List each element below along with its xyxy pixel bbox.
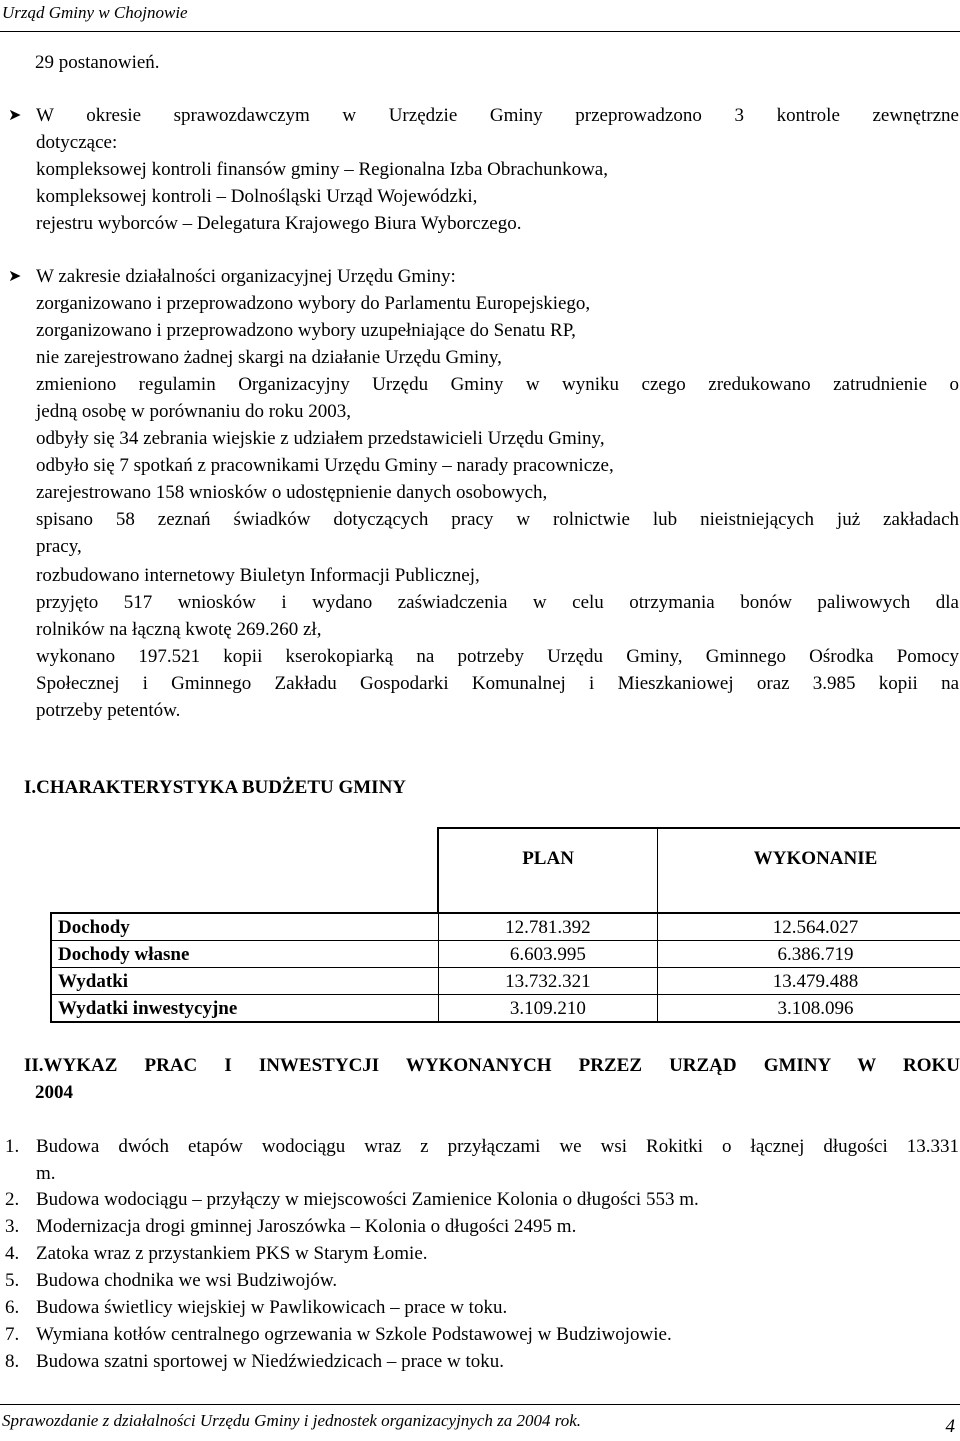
section-a-line: dotyczące: (36, 132, 118, 153)
list-number: 7. (5, 1324, 20, 1345)
section-b-item: zarejestrowano 158 wniosków o udostępnienie danych osobowych, (36, 482, 548, 503)
section-b-item: Społecznej i Gminnego Zakładu Gospodarki Komunalnej i Mieszkaniowej oraz 3.985 kopii na (36, 673, 959, 694)
list-number: 8. (5, 1351, 20, 1372)
section-a-line: kompleksowej kontroli – Dolnośląski Urząd Wojewódzki, (36, 186, 478, 207)
section-b-item: zmieniono regulamin Organizacyjny Urzędu Gminy w wyniku czego zredukowano zatrudnienie o (36, 374, 959, 395)
budget-col-plan: PLAN (438, 828, 658, 887)
list-number: 5. (5, 1270, 20, 1291)
budget-table (50, 827, 960, 1023)
budget-row-label: Wydatki (51, 968, 438, 995)
section-b-item: wykonano 197.521 kopii kserokopiarką na potrzeby Urzędu Gminy, Gminnego Ośrodka Pomocy (36, 646, 959, 667)
budget-row-label: Dochody (51, 913, 438, 941)
section-a-line: rejestru wyborców – Delegatura Krajowego Biura Wyborczego. (36, 213, 522, 234)
section-b-item: odbyły się 34 zebrania wiejskie z udziałem przedstawicieli Urzędu Gminy, (36, 428, 605, 449)
list-item: Zatoka wraz z przystankiem PKS w Starym Łomie. (36, 1243, 428, 1264)
running-header (0, 1, 960, 32)
section-b-item: odbyło się 7 spotkań z pracownikami Urzędu Gminy – narady pracownicze, (36, 455, 614, 476)
section-b-item: nie zarejestrowano żadnej skargi na działanie Urzędu Gminy, (36, 347, 502, 368)
bullet-arrow-icon: ➤ (8, 107, 22, 124)
section-b-title: W zakresie działalności organizacyjnej Urzędu Gminy: (36, 266, 456, 287)
budget-row-wykonanie: 13.479.488 (658, 968, 960, 995)
budget-row-label: Dochody własne (51, 941, 438, 968)
intro-line: 29 postanowień. (35, 52, 160, 73)
section-b-item: przyjęto 517 wniosków i wydano zaświadczenia w celu otrzymania bonów paliwowych dla (36, 592, 959, 613)
footer-text: Sprawozdanie z działalności Urzędu Gminy i jednostek organizacyjnych za 2004 rok. (2, 1411, 582, 1430)
table-row (51, 913, 960, 941)
list-number: 1. (5, 1136, 20, 1157)
header-title: Urząd Gminy w Chojnowie (2, 3, 188, 22)
section-b-item: spisano 58 zeznań świadków dotyczących pracy w rolnictwie lub nieistniejących już zakładach (36, 509, 959, 530)
section-b-item: rozbudowano internetowy Biuletyn Informacji Publicznej, (36, 565, 480, 586)
budget-row-plan: 13.732.321 (438, 968, 658, 995)
budget-heading: I.CHARAKTERYSTYKA BUDŻETU GMINY (24, 777, 407, 798)
section-b-item: jedną osobę w porównaniu do roku 2003, (36, 401, 352, 422)
section-b-item: rolników na łączną kwotę 269.260 zł, (36, 619, 322, 640)
list-item: Budowa szatni sportowej w Niedźwiedzicach – prace w toku. (36, 1351, 504, 1372)
budget-row-wykonanie: 6.386.719 (658, 941, 960, 968)
section-b-item: potrzeby petentów. (36, 700, 181, 721)
list-item: Budowa wodociągu – przyłączy w miejscowości Zamienice Kolonia o długości 553 m. (36, 1189, 699, 1210)
section-a-line: kompleksowej kontroli finansów gminy – Regionalna Izba Obrachunkowa, (36, 159, 608, 180)
budget-row-label: Wydatki inwestycyjne (51, 995, 438, 1023)
list-item: Budowa świetlicy wiejskiej w Pawlikowicach – prace w toku. (36, 1297, 508, 1318)
list-number: 3. (5, 1216, 20, 1237)
budget-header-row (51, 828, 960, 887)
budget-spacer-row (51, 887, 960, 913)
budget-row-plan: 12.781.392 (438, 913, 658, 941)
works-heading-year: 2004 (35, 1082, 73, 1103)
budget-row-wykonanie: 3.108.096 (658, 995, 960, 1023)
budget-col-wykonanie: WYKONANIE (658, 828, 960, 887)
list-number: 2. (5, 1189, 20, 1210)
list-number: 6. (5, 1297, 20, 1318)
budget-row-plan: 6.603.995 (438, 941, 658, 968)
works-heading: II.WYKAZ PRAC I INWESTYCJI WYKONANYCH PRZEZ URZĄD GMINY W ROKU (24, 1055, 960, 1076)
budget-row-wykonanie: 12.564.027 (658, 913, 960, 941)
section-a-first-line: W okresie sprawozdawczym w Urzędzie Gminy przeprowadzono 3 kontrole zewnętrzne (36, 105, 959, 126)
list-item: Wymiana kotłów centralnego ogrzewania w Szkole Podstawowej w Budziwojowie. (36, 1324, 672, 1345)
section-b-item: zorganizowano i przeprowadzono wybory do Parlamentu Europejskiego, (36, 293, 591, 314)
table-row (51, 941, 960, 968)
budget-header-empty (51, 828, 438, 887)
list-item: Budowa chodnika we wsi Budziwojów. (36, 1270, 338, 1291)
list-number: 4. (5, 1243, 20, 1264)
list-item: Budowa dwóch etapów wodociągu wraz z przyłączami we wsi Rokitki o łącznej długości 13.331 (36, 1136, 959, 1157)
page-number: 4 (945, 1416, 955, 1437)
budget-row-plan: 3.109.210 (438, 995, 658, 1023)
running-footer (0, 1404, 960, 1437)
section-b-item: pracy, (36, 536, 82, 557)
list-item-continuation: m. (36, 1163, 56, 1184)
bullet-arrow-icon: ➤ (8, 268, 22, 285)
list-item: Modernizacja drogi gminnej Jaroszówka – Kolonia o długości 2495 m. (36, 1216, 577, 1237)
section-b-item: zorganizowano i przeprowadzono wybory uzupełniające do Senatu RP, (36, 320, 576, 341)
table-row (51, 995, 960, 1023)
table-row (51, 968, 960, 995)
